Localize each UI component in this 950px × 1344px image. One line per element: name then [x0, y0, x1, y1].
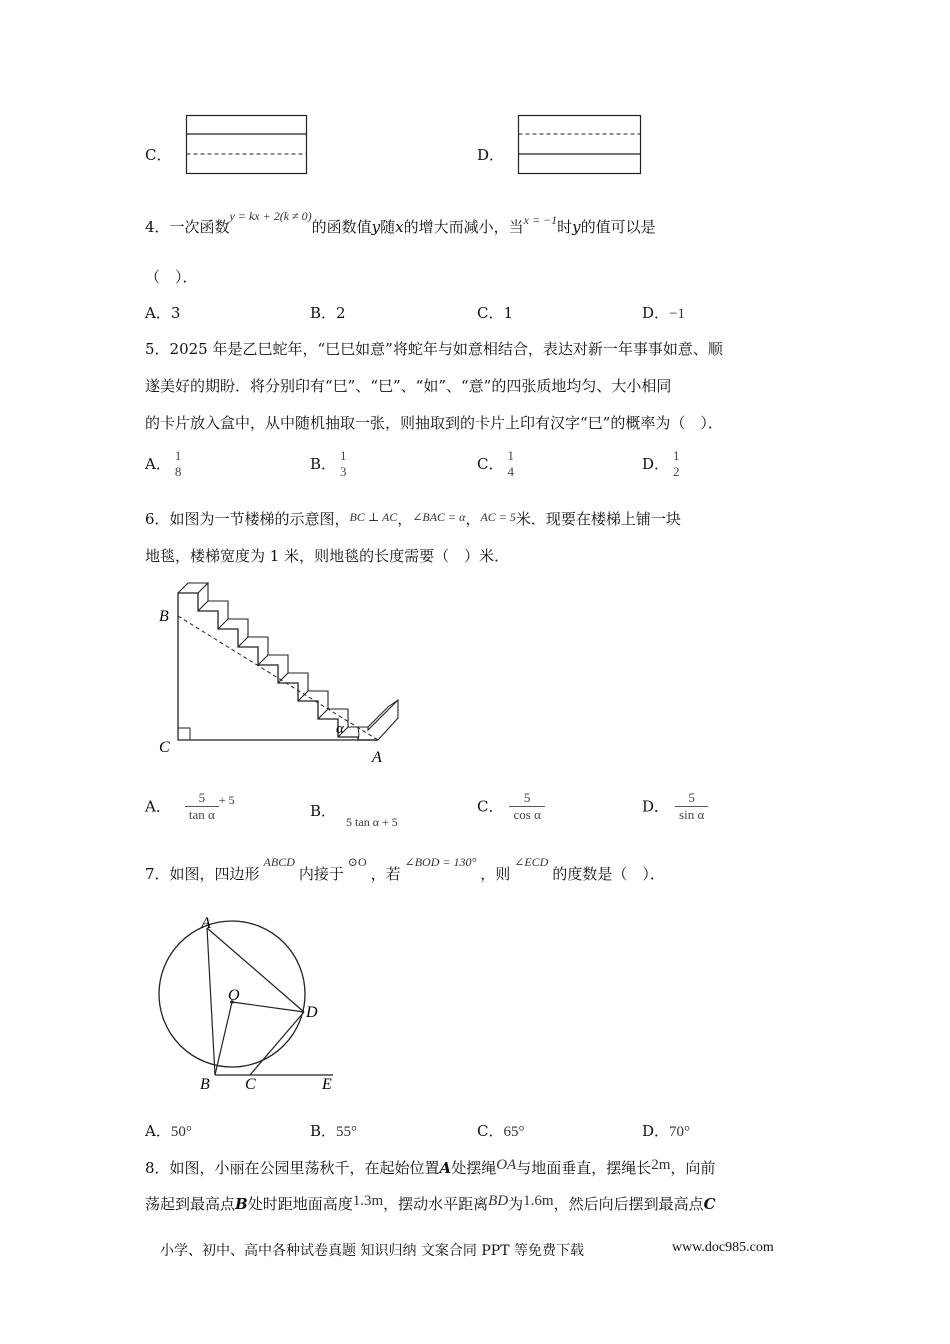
- label-c: C: [159, 739, 170, 756]
- fraction: 1 2: [673, 448, 680, 479]
- q4-condition: x = −1: [523, 213, 558, 227]
- q4-option-d[interactable]: D．−1: [642, 304, 685, 322]
- fraction: $\frac{5}{\text{cos α}}$: [509, 790, 544, 822]
- q7-option-c[interactable]: C．65°: [477, 1122, 525, 1140]
- q5-line2: 遂美好的期盼．将分别印有“巳”、“巳”、“如”、“意”的四张质地均匀、大小相同: [145, 377, 672, 395]
- label-o: O: [228, 987, 240, 1004]
- q6-line2: 地毯，楼梯宽度为 1 米，则地毯的长度需要（ ）米．: [145, 547, 510, 565]
- q6-option-d[interactable]: D． $\frac{5}{\text{sin α}}$: [642, 790, 708, 822]
- q7-option-b[interactable]: B．55°: [310, 1122, 358, 1140]
- q5-option-a[interactable]: A． 1 8: [145, 448, 185, 479]
- q4-option-b[interactable]: B．2: [310, 304, 346, 322]
- q4-paren: （ ）．: [145, 268, 198, 286]
- q6-option-a[interactable]: A． $\frac{5}{\text{tan α}}$ $^{+ 5}$: [145, 790, 235, 822]
- q7-circle-figure: [150, 912, 350, 1097]
- label-e: E: [322, 1076, 332, 1093]
- fraction: $\frac{5}{\text{sin α}}$: [675, 790, 708, 822]
- q4-stem: 4．一次函数$^{y = kx + 2(k \ne 0)}$的函数值y随x的增大而减小，当$^{x = -1}$时y的值可以是: [145, 209, 656, 236]
- fraction: $\frac{5}{\text{tan α}}$: [185, 790, 219, 822]
- q6-staircase-figure: [150, 580, 410, 770]
- q4-option-c[interactable]: C．1: [477, 304, 514, 322]
- q7-option-a[interactable]: A．50°: [145, 1122, 192, 1140]
- label-d: D: [306, 1004, 318, 1021]
- q7-stem: 7．如图，四边形$^{ABCD}$内接于$^{⊙O}$，若$^{\angle BOD = 130^\circ}$，则$^{\angle ECD}$的度数是（ ）．: [145, 855, 665, 883]
- q6-option-b[interactable]: B．$_{5 tan \alpha + 5}$: [310, 802, 398, 829]
- q7-option-d[interactable]: D．70°: [642, 1122, 691, 1140]
- q8-line2: 荡起到最高点B处时距地面高度1.3m，摆动水平距离BD为1.6m，然后向后摆到最高点C: [145, 1193, 716, 1213]
- q3-option-c-label: C．: [145, 146, 172, 164]
- q5-option-b[interactable]: B． 1 3: [310, 448, 351, 479]
- q4-option-a[interactable]: A．3: [145, 304, 181, 322]
- q5-line3: 的卡片放入盒中，从中随机抽取一张，则抽取到的卡片上印有汉字“巳”的概率为（ ）．: [145, 414, 723, 432]
- q3-option-d-label: D．: [477, 146, 505, 164]
- q4-formula: y = kx + 2(k ≠ 0): [229, 209, 312, 223]
- fraction: 1 3: [340, 448, 347, 479]
- label-b: B: [159, 608, 169, 625]
- label-a: A: [372, 749, 382, 766]
- q3-option-d-figure: [517, 114, 644, 176]
- q6-stem: 6．如图为一节楼梯的示意图，$^{BC \perp AC}$，$^{\angle BAC = \alpha}$，$^{AC = 5}$米．现要在楼梯上铺一块: [145, 510, 681, 528]
- q5-option-d[interactable]: D． 1 2: [642, 448, 684, 479]
- q5-line1: 5．2025 年是乙巳蛇年，“巳巳如意”将蛇年与如意相结合，表达对新一年事事如意、顺: [145, 340, 723, 358]
- q8-line1: 8．如图，小丽在公园里荡秋千，在起始位置A处摆绳OA与地面垂直，摆绳长2m，向前: [145, 1157, 716, 1177]
- q5-option-c[interactable]: C． 1 4: [477, 448, 518, 479]
- fraction: 1 4: [507, 448, 514, 479]
- label-a: A: [201, 915, 211, 932]
- label-c: C: [245, 1076, 256, 1093]
- fraction: 1 8: [174, 448, 182, 479]
- q6-option-c[interactable]: C． $\frac{5}{\text{cos α}}$: [477, 790, 545, 822]
- footer-link[interactable]: www.doc985.com: [672, 1240, 774, 1255]
- footer-text: 小学、初中、高中各种试卷真题 知识归纳 文案合同 PPT 等免费下载: [160, 1243, 584, 1259]
- q3-option-c-figure: [185, 114, 310, 176]
- label-alpha: α: [336, 721, 344, 737]
- label-b: B: [200, 1076, 210, 1093]
